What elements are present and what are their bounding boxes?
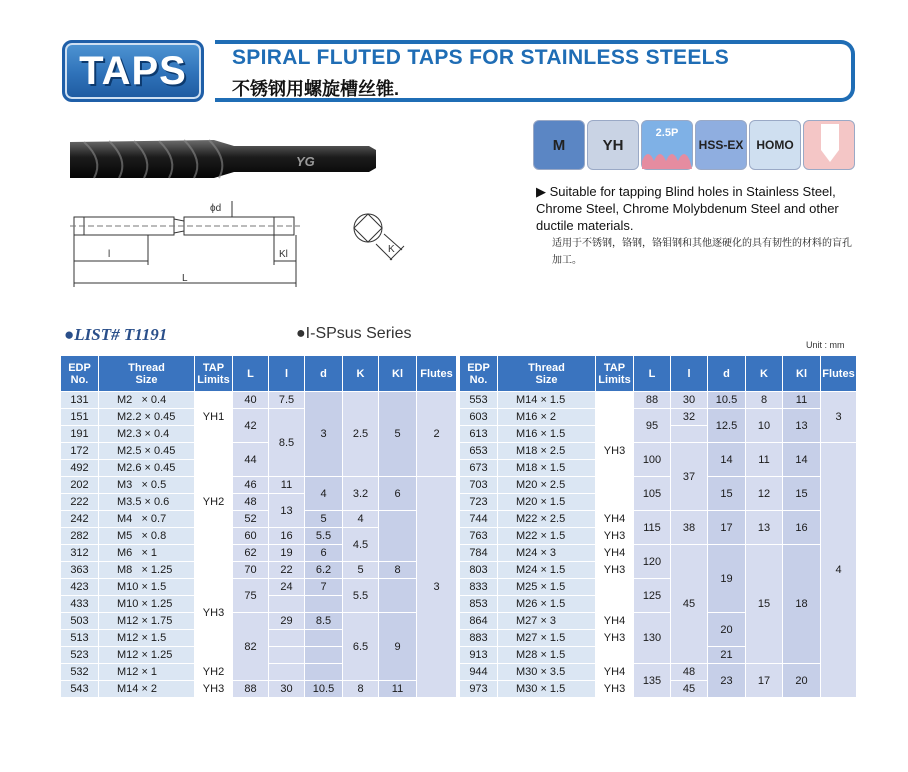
spec-badge-m: M [533,120,585,170]
cell-d: 15 [708,477,746,511]
table-row [61,511,457,528]
description-cn: 适用于不锈钢，铬钢，铬钼钢和其他逐硬化的具有韧性的材料的盲孔加工。 [552,238,852,266]
cell-edp: 363 [61,562,99,579]
table-row [460,409,857,426]
cell-l [269,664,305,681]
cell-d: 6 [305,545,343,562]
cell-thread-size: M24 × 3 [498,545,596,562]
K-label: K [388,244,395,255]
cell-thread-size: M27 × 3 [498,613,596,630]
cell-L: 44 [233,443,269,477]
cell-edp: 553 [460,392,498,409]
cell-tap-limits: YH4 [596,613,634,630]
cell-thread-size: M6 × 1 [99,545,195,562]
cell-tap-limits: YH3 [596,528,634,545]
cell-thread-size: M12 × 1.5 [99,630,195,647]
cell-d: 4 [305,477,343,511]
cell-K: 2.5 [343,392,379,477]
cell-K: 11 [746,443,783,477]
cell-L: 40 [233,392,269,409]
cell-K: 4.5 [343,528,379,562]
cell-tap-limits: YH3 [596,681,634,698]
cell-thread-size: M26 × 1.5 [498,596,596,613]
cell-L: 125 [634,579,671,613]
cell-K: 6.5 [343,613,379,681]
cell-tap-limits: YH2 [195,443,233,562]
cell-Kl: 14 [783,443,821,477]
table-row [460,664,857,681]
cell-d: 6.2 [305,562,343,579]
cell-edp: 492 [61,460,99,477]
cell-L: 62 [233,545,269,562]
cell-Kl: 13 [783,409,821,443]
cell-edp: 744 [460,511,498,528]
cell-l: 48 [671,664,708,681]
cell-d: 23 [708,664,746,698]
cell-edp: 151 [61,409,99,426]
cell-K: 5.5 [343,579,379,613]
cell-flutes: 3 [821,392,857,443]
cell-d: 10.5 [305,681,343,698]
col-header-7: Kl [379,356,417,392]
cell-K: 8 [343,681,379,698]
cell-K: 8 [746,392,783,409]
cell-l: 19 [269,545,305,562]
cell-thread-size: M3 × 0.5 [99,477,195,494]
cell-l: 22 [269,562,305,579]
cell-l: 8.5 [269,409,305,477]
cell-thread-size: M16 × 2 [498,409,596,426]
cell-edp: 913 [460,647,498,664]
cell-thread-size: M12 × 1.25 [99,647,195,664]
cell-L: 130 [634,613,671,664]
cell-edp: 784 [460,545,498,562]
cell-edp: 673 [460,460,498,477]
col-header-4: l [269,356,305,392]
cell-l: 13 [269,494,305,528]
spec-badge-homo: HOMO [749,120,801,170]
cell-l: 11 [269,477,305,494]
cell-Kl: 16 [783,511,821,545]
cell-thread-size: M28 × 1.5 [498,647,596,664]
cell-L: 105 [634,477,671,511]
col-header-5: d [708,356,746,392]
cell-d: 20 [708,613,746,647]
cell-l: 7.5 [269,392,305,409]
cell-thread-size: M14 × 1.5 [498,392,596,409]
cell-thread-size: M10 × 1.25 [99,596,195,613]
cell-thread-size: M20 × 2.5 [498,477,596,494]
cell-tap-limits: YH3 [596,392,634,511]
col-header-0: EDP No. [61,356,99,392]
cell-edp: 603 [460,409,498,426]
cell-l: 16 [269,528,305,545]
chamfer-wave-icon [642,147,692,169]
col-header-5: d [305,356,343,392]
cell-Kl: 15 [783,477,821,511]
cell-tap-limits [596,647,634,664]
cell-thread-size: M30 × 3.5 [498,664,596,681]
cell-edp: 131 [61,392,99,409]
cell-d: 8.5 [305,613,343,630]
cell-d: 5 [305,511,343,528]
cell-l [269,647,305,664]
cell-edp: 523 [61,647,99,664]
table-row [460,443,857,460]
cell-K: 17 [746,664,783,698]
cell-K: 10 [746,409,783,443]
unit-label: Unit : mm [806,340,845,350]
cell-edp: 191 [61,426,99,443]
cell-Kl: 11 [783,392,821,409]
cell-d [305,630,343,647]
cell-edp: 423 [61,579,99,596]
cell-thread-size: M3.5 × 0.6 [99,494,195,511]
cell-edp: 433 [61,596,99,613]
cell-edp: 282 [61,528,99,545]
cell-tap-limits: YH1 [195,392,233,443]
taps-badge-label: TAPS [79,49,187,93]
table-row [61,579,457,596]
col-header-8: Flutes [417,356,457,392]
cell-l: 32 [671,409,708,426]
cell-edp: 202 [61,477,99,494]
cell-L: 120 [634,545,671,579]
Kl-label: Kl [279,249,288,260]
cell-Kl: 18 [783,545,821,664]
col-header-6: K [343,356,379,392]
cell-thread-size: M2.6 × 0.45 [99,460,195,477]
cell-d: 21 [708,647,746,664]
page-title: SPIRAL FLUTED TAPS FOR STAINLESS STEELS [232,46,730,69]
table-row [61,613,457,630]
cell-edp: 532 [61,664,99,681]
cell-l: 45 [671,545,708,664]
description-en: ▶ Suitable for tapping Blind holes in Stainless Steel, Chrome Steel, Chrome Molybdenum Steel and other ductile materials. [536,184,839,233]
col-header-3: L [634,356,671,392]
col-header-2: TAP Limits [596,356,634,392]
cell-tap-limits: YH3 [596,562,634,579]
cell-K: 12 [746,477,783,511]
cell-d: 3 [305,392,343,477]
cell-d: 19 [708,545,746,613]
cell-Kl [379,511,417,562]
cell-thread-size: M12 × 1.75 [99,613,195,630]
cell-thread-size: M2 × 0.4 [99,392,195,409]
spec-badge-yh: YH [587,120,639,170]
cell-thread-size: M18 × 2.5 [498,443,596,460]
cell-L: 135 [634,664,671,698]
cell-d [305,647,343,664]
cell-l [671,426,708,443]
cell-tap-limits [596,596,634,613]
cell-l: 37 [671,443,708,511]
cell-L: 60 [233,528,269,545]
spec-badge-2-5p: 2.5P [641,120,693,170]
cell-thread-size: M2.3 × 0.4 [99,426,195,443]
shank-square-diagram [340,202,420,272]
cell-L: 95 [634,409,671,443]
col-header-6: K [746,356,783,392]
dimension-drawing [60,195,310,295]
brand-mark: YG [296,154,315,169]
cell-edp: 703 [460,477,498,494]
cell-tap-limits: YH4 [596,664,634,681]
cell-d [305,664,343,681]
table-row [460,477,857,494]
point-shape-icon [815,124,845,164]
cell-thread-size: M27 × 1.5 [498,630,596,647]
col-header-4: l [671,356,708,392]
cell-tap-limits: YH2 [195,664,233,681]
cell-edp: 653 [460,443,498,460]
table-row [460,392,857,409]
list-number: ●LIST# T1191 [64,325,168,344]
cell-L: 75 [233,579,269,613]
cell-edp: 503 [61,613,99,630]
cell-Kl: 5 [379,392,417,477]
col-header-7: Kl [783,356,821,392]
cell-d: 12.5 [708,409,746,443]
cell-edp: 973 [460,681,498,698]
cell-Kl: 6 [379,477,417,511]
cell-edp: 723 [460,494,498,511]
cell-edp: 763 [460,528,498,545]
col-header-2: TAP Limits [195,356,233,392]
cell-l: 30 [269,681,305,698]
cell-edp: 864 [460,613,498,630]
cell-d: 17 [708,511,746,545]
cell-L: 52 [233,511,269,528]
cell-edp: 543 [61,681,99,698]
cell-thread-size: M20 × 1.5 [498,494,596,511]
cell-Kl: 20 [783,664,821,698]
cell-edp: 312 [61,545,99,562]
spec-badge-hss-ex: HSS-EX [695,120,747,170]
cell-edp: 853 [460,596,498,613]
cell-thread-size: M4 × 0.7 [99,511,195,528]
cell-l [269,630,305,647]
cell-edp: 613 [460,426,498,443]
cell-L: 88 [634,392,671,409]
cell-l: 45 [671,681,708,698]
cell-thread-size: M12 × 1 [99,664,195,681]
cell-l: 29 [269,613,305,630]
cell-K: 5 [343,562,379,579]
cell-edp: 803 [460,562,498,579]
cell-Kl: 8 [379,562,417,579]
cell-L: 88 [233,681,269,698]
cell-tap-limits [596,579,634,596]
cell-tap-limits: YH3 [596,630,634,647]
cell-thread-size: M22 × 2.5 [498,511,596,528]
cell-tap-limits: YH3 [195,681,233,698]
cell-L: 82 [233,613,269,681]
cell-L: 100 [634,443,671,477]
col-header-0: EDP No. [460,356,498,392]
col-header-8: Flutes [821,356,857,392]
cell-d: 10.5 [708,392,746,409]
cell-edp: 242 [61,511,99,528]
cell-L: 46 [233,477,269,494]
cell-thread-size: M5 × 0.8 [99,528,195,545]
cell-l: 24 [269,579,305,596]
L-label: L [182,273,188,284]
cell-K: 13 [746,511,783,545]
cell-thread-size: M24 × 1.5 [498,562,596,579]
cell-tap-limits: YH3 [195,562,233,664]
cell-Kl: 9 [379,613,417,681]
cell-K: 15 [746,545,783,664]
cell-edp: 513 [61,630,99,647]
cell-thread-size: M10 × 1.5 [99,579,195,596]
table-row [61,392,457,409]
table-row [460,545,857,562]
table-row [61,562,457,579]
cell-thread-size: M16 × 1.5 [498,426,596,443]
cell-flutes: 2 [417,392,457,477]
cell-edp: 833 [460,579,498,596]
cell-flutes: 4 [821,443,857,698]
cell-thread-size: M2.5 × 0.45 [99,443,195,460]
l-label: l [108,249,111,260]
cell-L: 48 [233,494,269,511]
table-row [61,477,457,494]
table-row [61,681,457,698]
cell-d [305,596,343,613]
phi-d-label: ϕd [210,203,222,214]
cell-thread-size: M22 × 1.5 [498,528,596,545]
cell-Kl [379,579,417,613]
cell-L: 70 [233,562,269,579]
cell-thread-size: M30 × 1.5 [498,681,596,698]
tap-product-image [64,128,384,188]
cell-tap-limits: YH4 [596,511,634,528]
cell-l: 30 [671,392,708,409]
cell-l: 38 [671,511,708,545]
cell-d: 5.5 [305,528,343,545]
page-title-chinese: 不锈钢用螺旋槽丝锥. [232,79,400,99]
col-header-1: Thread Size [99,356,195,392]
cell-thread-size: M25 × 1.5 [498,579,596,596]
table-row [460,511,857,528]
cell-edp: 172 [61,443,99,460]
cell-thread-size: M2.2 × 0.45 [99,409,195,426]
cell-K: 4 [343,511,379,528]
spec-table-left [60,355,457,698]
cell-flutes: 3 [417,477,457,698]
cell-L: 115 [634,511,671,545]
series-name: ●I-SPsus Series [296,325,412,342]
cell-edp: 222 [61,494,99,511]
cell-d: 7 [305,579,343,596]
cell-d: 14 [708,443,746,477]
cell-tap-limits: YH4 [596,545,634,562]
cell-thread-size: M8 × 1.25 [99,562,195,579]
cell-thread-size: M18 × 1.5 [498,460,596,477]
col-header-1: Thread Size [498,356,596,392]
cell-K: 3.2 [343,477,379,511]
cell-edp: 944 [460,664,498,681]
cell-thread-size: M14 × 2 [99,681,195,698]
cell-edp: 883 [460,630,498,647]
col-header-3: L [233,356,269,392]
cell-L: 42 [233,409,269,443]
cell-l [269,596,305,613]
spec-table-right [459,355,857,698]
cell-Kl: 11 [379,681,417,698]
